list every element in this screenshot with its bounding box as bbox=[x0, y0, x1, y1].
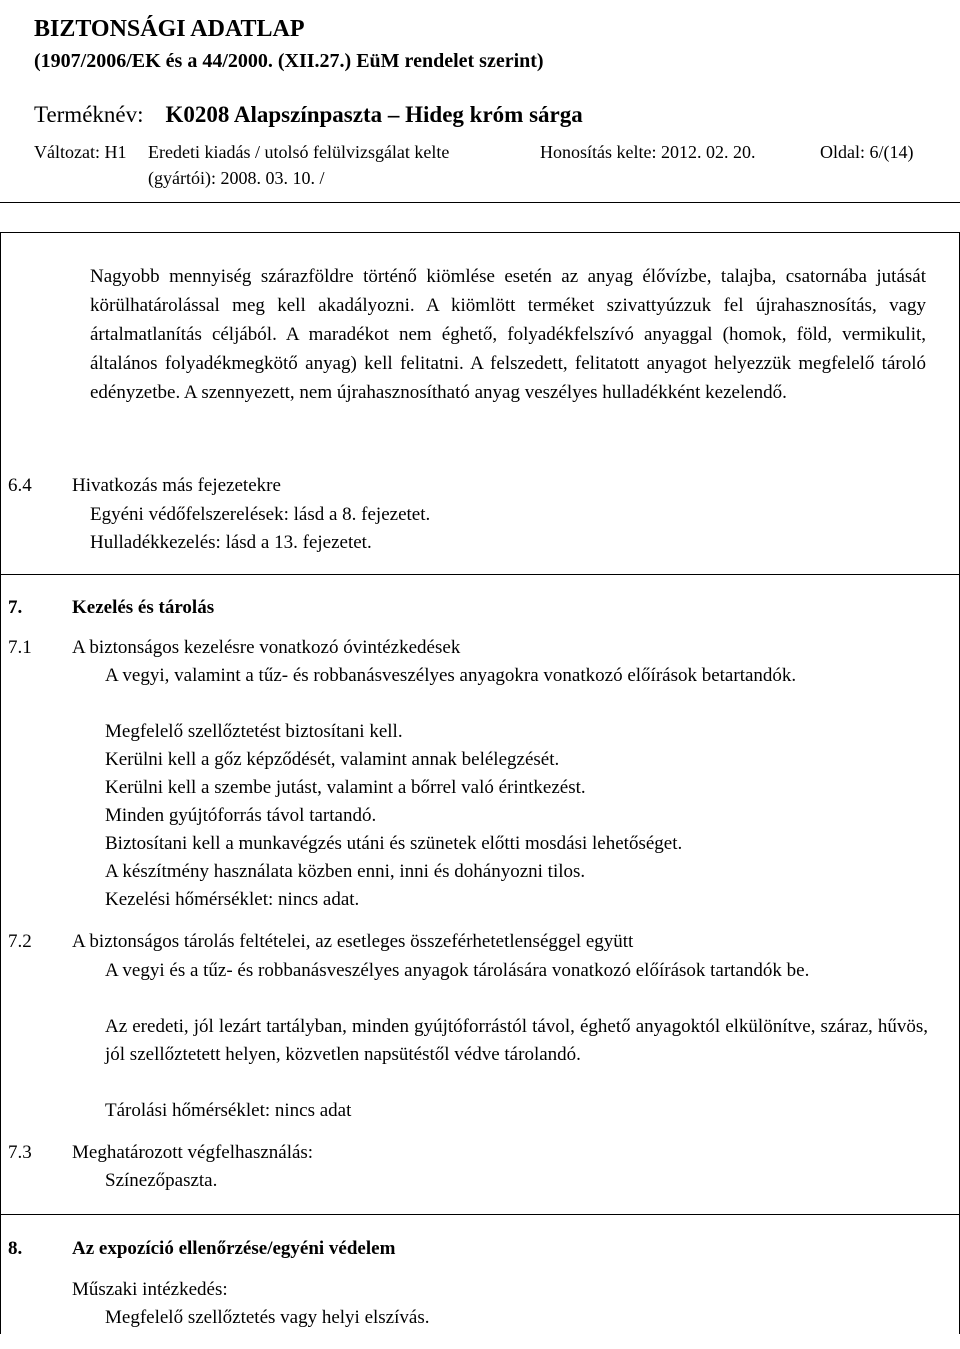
storage-temperature: Tárolási hőmérséklet: nincs adat bbox=[105, 1100, 352, 1121]
handling-line: Kerülni kell a gőz képződését, valamint annak belélegzését. bbox=[105, 749, 560, 770]
box-top-border bbox=[0, 232, 960, 233]
handling-line: Biztosítani kell a munkavégzés utáni és szünetek előtti mosdási lehetőséget. bbox=[105, 833, 683, 854]
issue-date: (gyártói): 2008. 03. 10. / bbox=[148, 168, 325, 188]
localization-date: Honosítás kelte: 2012. 02. 20. bbox=[540, 142, 756, 162]
handling-line: Kezelési hőmérséklet: nincs adat. bbox=[105, 889, 360, 910]
waste-reference: Hulladékkezelés: lásd a 13. fejezetet. bbox=[90, 532, 372, 553]
section-8-title: Az expozíció ellenőrzése/egyéni védelem bbox=[72, 1238, 396, 1259]
section-7-title: Kezelés és tárolás bbox=[72, 597, 215, 618]
section-7-3-number: 7.3 bbox=[8, 1142, 32, 1163]
ppe-reference: Egyéni védőfelszerelések: lásd a 8. fejezetet. bbox=[90, 504, 431, 525]
spill-paragraph: Nagyobb mennyiség szárazföldre történő kiömlése esetén az anyag élővízbe, talajba, csatornába jutását körülhatárolással meg kell akadályozni. A kiömlött terméket szivattyúzzuk fel újrahasznosítás, vagy ártalmatlanítás céljából. A maradékot nem éghető, folyadékfelszívó anyaggal (homok, föld, vermikulit, általános folyadékmegkötő anyag) kell felitatni. A felszedett, felitatott anyagot helyezzük megfelelő tároló edényzetbe. A szennyezett, nem újrahasznosítható anyag veszélyes hulladékként kezelendő. bbox=[90, 266, 926, 403]
section-7-number: 7. bbox=[8, 597, 23, 618]
handling-line: A készítmény használata közben enni, inni és dohányozni tilos. bbox=[105, 861, 586, 882]
section-6-4-title: Hivatkozás más fejezetekre bbox=[72, 475, 281, 496]
handling-line: Minden gyújtóforrás távol tartandó. bbox=[105, 805, 377, 826]
product-label: Terméknév: bbox=[34, 102, 144, 127]
section-8-divider bbox=[0, 1214, 960, 1215]
section-7-3-title: Meghatározott végfelhasználás: bbox=[72, 1142, 314, 1163]
handling-regulations-text: A vegyi, valamint a tűz- és robbanásveszélyes anyagokra vonatkozó előírások betartandók. bbox=[105, 665, 797, 686]
page-number: Oldal: 6/(14) bbox=[820, 142, 914, 162]
handling-line: Kerülni kell a szembe jutást, valamint a bőrrel való érintkezést. bbox=[105, 777, 586, 798]
box-left-border bbox=[0, 232, 1, 1334]
section-7-divider bbox=[0, 574, 960, 575]
section-7-1-number: 7.1 bbox=[8, 637, 32, 658]
document-title: BIZTONSÁGI ADATLAP bbox=[34, 16, 305, 42]
end-use-value: Színezőpaszta. bbox=[105, 1170, 218, 1191]
section-7-2-number: 7.2 bbox=[8, 931, 32, 952]
header-divider bbox=[0, 202, 960, 203]
technical-measures-value: Megfelelő szellőztetés vagy helyi elszívás. bbox=[105, 1307, 430, 1328]
handling-line: Megfelelő szellőztetést biztosítani kell. bbox=[105, 721, 403, 742]
section-8-number: 8. bbox=[8, 1238, 23, 1259]
issue-label: Eredeti kiadás / utolsó felülvizsgálat kelte bbox=[148, 142, 450, 162]
regulation-subtitle: (1907/2006/EK és a 44/2000. (XII.27.) EüM rendelet szerint) bbox=[34, 50, 544, 72]
section-7-2-title: A biztonságos tárolás feltételei, az esetleges összeférhetetlenséggel együtt bbox=[72, 931, 634, 952]
product-line bbox=[34, 100, 583, 130]
version: Változat: H1 bbox=[34, 142, 127, 162]
section-7-1-title: A biztonságos kezelésre vonatkozó óvintézkedések bbox=[72, 637, 461, 658]
product-name: K0208 Alapszínpaszta – Hideg króm sárga bbox=[165, 102, 583, 127]
technical-measures-label: Műszaki intézkedés: bbox=[72, 1279, 228, 1300]
storage-regulations-text: A vegyi és a tűz- és robbanásveszélyes anyagok tárolására vonatkozó előírások tartandók be. bbox=[105, 960, 810, 981]
section-6-4-number: 6.4 bbox=[8, 475, 32, 496]
storage-conditions-text: Az eredeti, jól lezárt tartályban, minden gyújtóforrástól távol, éghető anyagoktól elkülönítve, száraz, hűvös, jól szellőztetett helyen, közvetlen napsütéstől védve tárolandó. bbox=[105, 1016, 928, 1065]
